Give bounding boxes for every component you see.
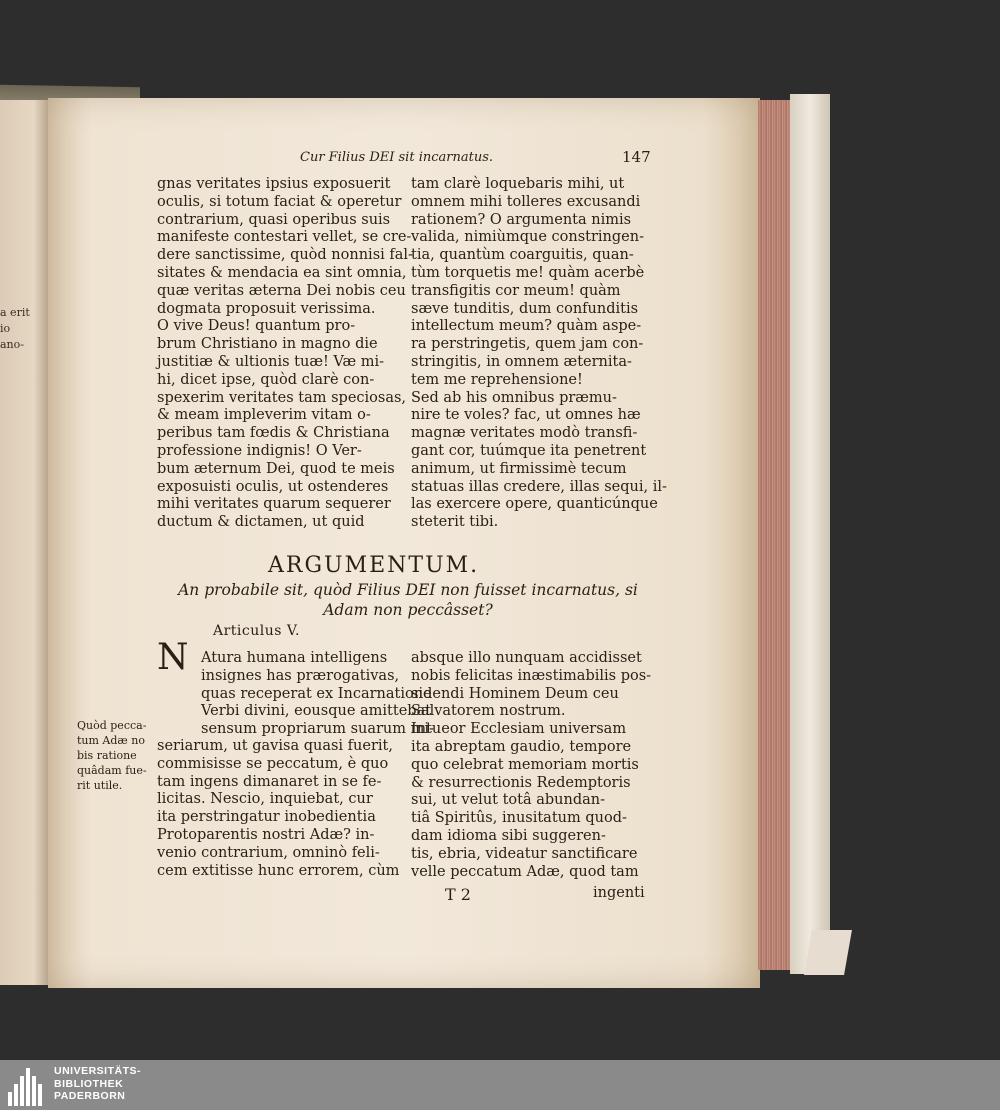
margin-note-line: bis ratione [77,749,137,762]
page-number: 147 [622,148,651,166]
text-line: & resurrectionis Redemptoris [411,774,631,791]
text-line: ra perstringetis, quem jam con- [411,336,644,353]
text-line: hi, dicet ipse, quòd clarè con- [157,371,375,388]
text-line: contrarium, quasi operibus suis [157,211,391,228]
text-line: quo celebrat memoriam mortis [411,756,639,773]
text-line: ductum & dictamen, ut quid [157,514,365,531]
text-line: velle peccatum Adæ, quod tam [411,863,639,880]
text-line: ita perstringatur inobedientia [157,809,376,826]
library-name-line: BIBLIOTHEK [54,1077,124,1090]
text-line: Atura humana intelligens [201,650,388,666]
text-line: licitas. Nescio, inquiebat, cur [157,791,373,808]
subheading-line: Adam non peccâsset? [323,601,493,619]
text-line: O vive Deus! quantum pro- [157,318,356,335]
text-line: manifeste contestari vellet, se cre- [157,229,412,246]
text-line: transfigitis cor meum! quàm [411,282,621,299]
column-right-top [411,176,667,532]
text-line: gant cor, tuúmque ita penetrent [411,442,647,459]
running-head: Cur Filius DEI sit incarnatus. [300,150,494,165]
text-line: Protoparentis nostri Adæ? in- [157,826,375,843]
column-right-bottom [411,650,651,881]
text-line: seriarum, ut gavisa quasi fuerit, [157,738,393,754]
margin-note-line: tum Adæ no [77,734,145,747]
text-line: sensum propriarum suarum mi- [201,721,434,738]
text-line: rationem? O argumenta nimis [411,211,632,228]
text-line: intellectum meum? quàm aspe- [411,318,642,335]
text-line: bum æternum Dei, quod te meis [157,460,395,477]
text-line: nobis felicitas inæstimabilis pos- [411,667,652,684]
margin-note-line: Quòd pecca- [77,719,147,732]
text-line: tam ingens dimanaret in se fe- [157,773,382,790]
text-line: justitiæ & ultionis tuæ! Væ mi- [157,353,385,370]
library-name [54,1065,141,1103]
drop-initial: N [157,637,189,678]
text-line: dam idioma sibi suggeren- [411,827,606,844]
article-label: Articulus V. [213,623,301,639]
text-line: Intueor Ecclesiam universam [411,721,627,738]
text-line: tùm torquetis me! quàm acerbè [411,264,645,281]
margin-note [77,718,147,793]
book-cover [790,94,830,974]
library-name-line: UNIVERSITÄTS- [54,1065,142,1077]
column-left-bottom [157,738,399,880]
text-line: spexerim veritates tam speciosas, [157,389,407,406]
text-line: tam clarè loquebaris mihi, ut [411,176,625,192]
text-line: peribus tam fœdis & Christiana [157,425,390,442]
text-line: tiâ Spiritûs, inusitatum quod- [411,810,627,827]
text-line: brum Christiano in magno die [157,336,378,353]
text-line: tem me reprehensione! [411,371,583,388]
text-line: sui, ut velut totâ abundan- [411,792,606,809]
text-line: gnas veritates ipsius exposuerit [157,176,391,192]
text-line: cem extitisse hunc errorem, cùm [157,862,400,879]
text-line: commisisse se peccatum, è quo [157,755,389,772]
text-line: dogmata proposuit verissima. [157,300,376,317]
text-line: nire te voles? fac, ut omnes hæ [411,407,641,424]
text-line: Salvatorem nostrum. [411,703,566,720]
column-left-top [157,176,413,532]
section-subheading [178,580,638,620]
margin-note-line: rit utile. [77,779,123,792]
text-line: sitates & mendacia ea sint omnia, [157,264,407,281]
text-line: tia, quantùm coarguitis, quan- [411,247,634,264]
text-line: & meam impleverim vitam o- [157,407,371,424]
text-line: quas receperat ex Incarnatione [201,685,432,702]
column-left-bottom-indented [201,650,434,739]
left-fragment: ano- [0,338,24,351]
text-line: sæve tunditis, dum confunditis [411,300,639,317]
library-logo-icon [8,1066,48,1106]
footer-bar [0,1060,1000,1110]
section-heading: ARGUMENTUM. [268,553,480,578]
text-line: animum, ut firmissimè tecum [411,460,627,477]
text-line: ita abreptam gaudio, tempore [411,738,632,755]
text-line: dere sanctissime, quòd nonnisi fal- [157,247,413,264]
text-line: venio contrarium, omninò feli- [157,844,380,861]
text-line: exposuisti oculis, ut ostenderes [157,478,389,495]
left-fragment: a erit [0,306,30,319]
margin-note-line: quâdam fue- [77,764,147,777]
text-line: sidendi Hominem Deum ceu [411,685,619,702]
text-line: Verbi divini, eousque amittebat [201,703,432,720]
text-line: magnæ veritates modò transfi- [411,425,638,442]
text-line: mihi veritates quarum sequerer [157,496,391,513]
library-name-line: PADERBORN [54,1090,126,1102]
signature-mark: T 2 [445,885,471,904]
text-line: professione indignis! O Ver- [157,442,362,459]
text-line: quæ veritas æterna Dei nobis ceu [157,282,406,299]
left-page [0,100,48,985]
text-line: steterit tibi. [411,514,499,531]
left-page-fragments [0,305,30,353]
text-line: valida, nimiùmque constringen- [411,229,644,246]
text-line: absque illo nunquam accidisset [411,650,642,666]
cover-corner [804,930,852,975]
left-fragment: io [0,322,11,335]
text-line: Sed ab his omnibus præmu- [411,389,617,406]
text-line: stringitis, in omnem æternita- [411,353,632,370]
subheading-line: An probabile sit, quòd Filius DEI non fuisset incarnatus, si [178,581,638,599]
text-line: statuas illas credere, illas sequi, il- [411,478,667,495]
catchword: ingenti [593,885,645,901]
text-line: omnem mihi tolleres excusandi [411,193,641,210]
text-line: las exercere opere, quanticúnque [411,496,658,513]
text-line: insignes has prærogativas, [201,667,400,684]
text-line: tis, ebria, videatur sanctificare [411,845,638,862]
text-line: oculis, si totum faciat & operetur [157,193,402,210]
